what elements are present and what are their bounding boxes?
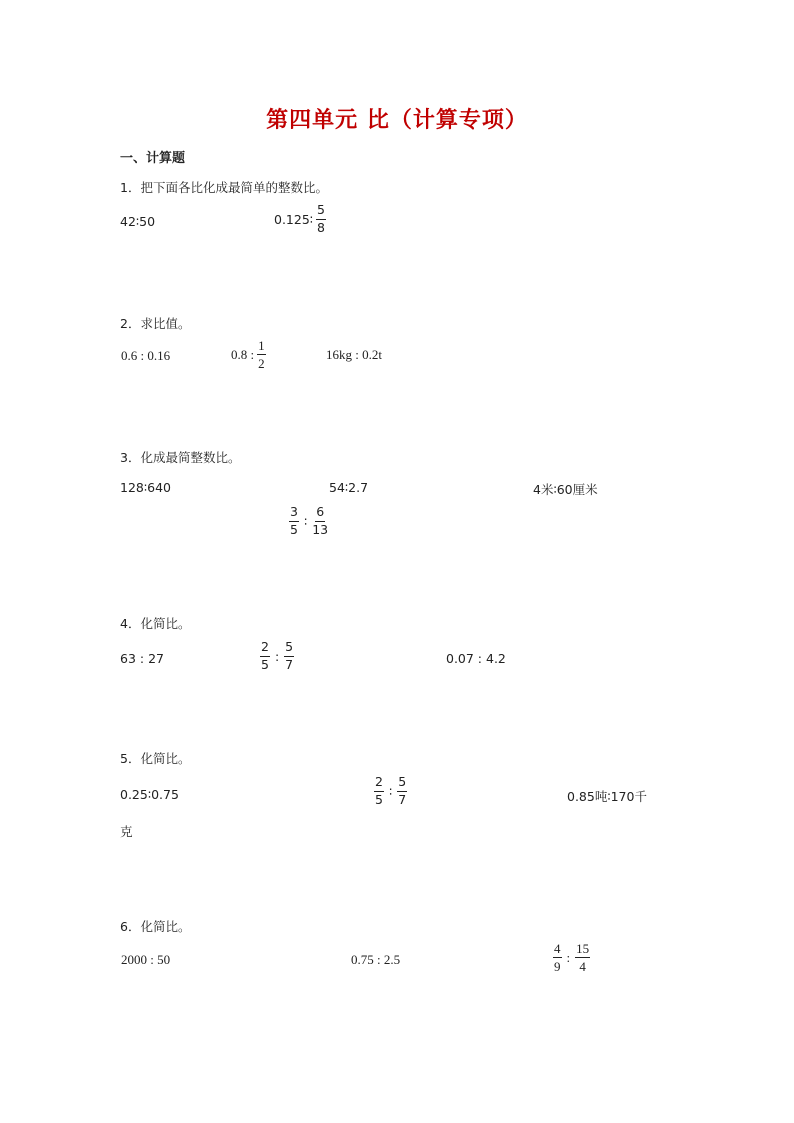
- q3-fraction-1: [289, 506, 299, 536]
- q6-ratio-colon: :: [566, 949, 571, 965]
- section-heading: 一、计算题: [120, 151, 186, 166]
- q4-expr-3: 0.07 : 4.2: [446, 651, 506, 666]
- q4-fraction-2-denominator: 7: [285, 656, 294, 672]
- q4-fraction-2-numerator: 5: [284, 641, 294, 657]
- q1-fraction-numerator: 5: [316, 204, 326, 220]
- question-2-label: 2．求比值。: [120, 316, 191, 331]
- q3-fraction-1-denominator: 5: [290, 521, 298, 537]
- q6-expr-2: 0.75 : 2.5: [351, 952, 401, 967]
- q5-expr-3-line-2: 克: [120, 824, 133, 839]
- q6-expr-1: 2000 : 50: [121, 952, 171, 967]
- q5-expr-1: 0.25∶0.75: [120, 787, 179, 802]
- question-1-label: 1．把下面各比化成最简单的整数比。: [120, 180, 328, 195]
- q6-fraction-2-denominator: 4: [579, 959, 586, 974]
- q3-expr-2: 54∶2.7: [329, 480, 369, 495]
- q6-fraction-2-numerator: 15: [576, 941, 590, 956]
- q5-fraction-1-denominator: 5: [375, 791, 383, 807]
- q6-fraction-1: [553, 942, 562, 973]
- q2-expr-2-left: 0.8 :: [231, 346, 255, 362]
- q3-fraction-2-numerator: 6: [315, 506, 325, 522]
- q5-expr-2: [373, 776, 408, 806]
- question-5-label: 5．化简比。: [120, 751, 191, 766]
- q1-expr-1: 42∶50: [120, 214, 156, 229]
- q3-fraction-2: [312, 506, 328, 536]
- q2-expr-1: 0.6 : 0.16: [121, 348, 171, 363]
- q5-fraction-2: [397, 776, 407, 806]
- q6-fraction-1-numerator: 4: [554, 941, 561, 956]
- question-4-label: 4．化简比。: [120, 616, 191, 631]
- q4-fraction-2: [284, 641, 294, 671]
- q2-fraction: [257, 339, 266, 370]
- q3-expr-3: 4米∶60厘米: [533, 482, 598, 497]
- q4-ratio-colon: :: [274, 648, 280, 664]
- question-6-label: 6．化简比。: [120, 919, 191, 934]
- page-title: 第四单元 比（计算专项）: [266, 108, 528, 133]
- q6-expr-3: [552, 942, 591, 973]
- q4-fraction-1-numerator: 2: [260, 641, 270, 657]
- q1-fraction-denominator: 8: [317, 219, 325, 235]
- q4-fraction-1: [260, 641, 270, 671]
- q5-fraction-1: [374, 776, 384, 806]
- q4-expr-2: [259, 641, 295, 671]
- question-3-label: 3．化成最简整数比。: [120, 450, 241, 465]
- q4-fraction-1-denominator: 5: [261, 656, 269, 672]
- q1-expr-2-left: 0.125∶: [274, 211, 314, 227]
- q5-ratio-colon: ∶: [388, 783, 393, 799]
- q5-fraction-1-numerator: 2: [374, 776, 384, 792]
- q5-fraction-2-numerator: 5: [397, 776, 407, 792]
- q3-expr-1: 128∶640: [120, 480, 171, 495]
- q1-expr-2: [274, 204, 327, 234]
- q3-fraction-1-numerator: 3: [289, 506, 299, 522]
- q4-expr-1: 63 : 27: [120, 651, 164, 666]
- q3-fraction-2-denominator: 13: [312, 521, 329, 537]
- q1-fraction: [316, 204, 326, 234]
- q5-expr-3-line-1: 0.85吨∶170千: [567, 789, 647, 804]
- q5-fraction-2-denominator: 7: [398, 791, 407, 807]
- q6-fraction-2: [575, 942, 590, 973]
- q3-ratio-colon: ∶: [303, 513, 308, 529]
- q3-expr-4: [288, 506, 329, 536]
- q2-expr-3: 16kg : 0.2t: [326, 347, 382, 362]
- q2-expr-2: [231, 339, 267, 370]
- q6-fraction-1-denominator: 9: [554, 959, 561, 974]
- q2-fraction-denominator: 2: [258, 356, 265, 371]
- q2-fraction-numerator: 1: [258, 338, 265, 353]
